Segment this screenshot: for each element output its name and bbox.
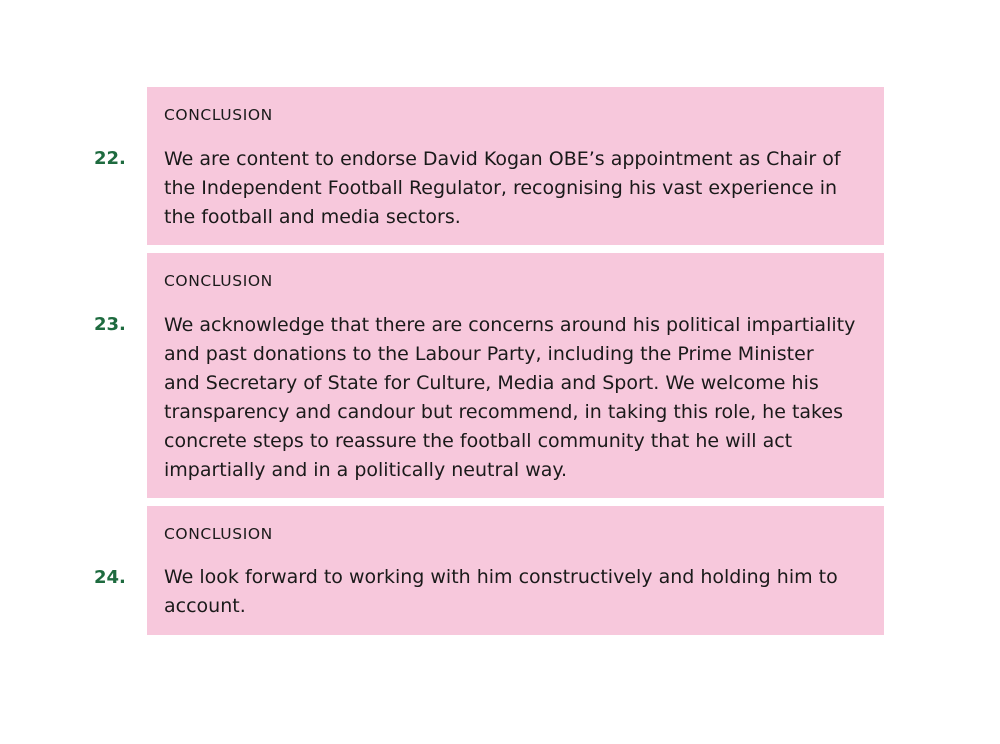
text-line: We look forward to working with him constructively and holding him to — [164, 566, 838, 588]
text-line: account. — [164, 595, 246, 617]
conclusion-text-23 — [164, 311, 874, 485]
text-line: and Secretary of State for Culture, Media and Sport. We welcome his — [164, 372, 819, 394]
paragraph-number-24: 24. — [94, 567, 126, 588]
paragraph-number-23: 23. — [94, 314, 126, 335]
text-line: the football and media sectors. — [164, 206, 461, 228]
paragraph-number-22: 22. — [94, 148, 126, 169]
text-line: transparency and candour but recommend, in taking this role, he takes — [164, 401, 843, 423]
text-line: We acknowledge that there are concerns around his political impartiality — [164, 314, 856, 336]
text-line: impartially and in a politically neutral way. — [164, 459, 567, 481]
conclusion-label: CONCLUSION — [164, 106, 273, 124]
text-line: the Independent Football Regulator, recognising his vast experience in — [164, 177, 838, 199]
conclusion-box-24 — [147, 506, 884, 635]
conclusion-box-22 — [147, 87, 884, 245]
conclusion-text-24 — [164, 563, 874, 621]
text-line: concrete steps to reassure the football community that he will act — [164, 430, 793, 452]
text-line: and past donations to the Labour Party, including the Prime Minister — [164, 343, 814, 365]
text-line: We are content to endorse David Kogan OBE’s appointment as Chair of — [164, 148, 841, 170]
conclusion-text-22 — [164, 145, 874, 232]
conclusion-label: CONCLUSION — [164, 272, 273, 290]
conclusion-box-23 — [147, 253, 884, 498]
conclusion-label: CONCLUSION — [164, 525, 273, 543]
